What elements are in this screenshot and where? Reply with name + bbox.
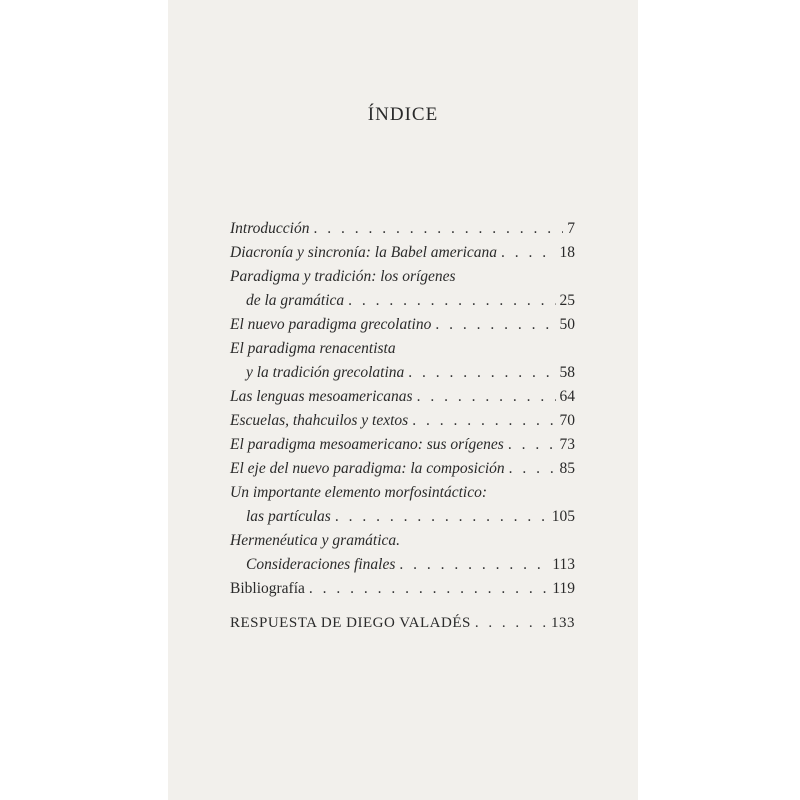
toc-entry-paradigma-renacentista: El paradigma renacentista — [230, 340, 396, 357]
toc-entry-paradigma-mesoamericano: El paradigma mesoamericano: sus orígenes . . . 73 — [230, 436, 575, 454]
toc-entry-tradicion-grecolatina: y la tradición grecolatina . . . 58 — [246, 364, 575, 382]
toc-entry-nuevo-paradigma: El nuevo paradigma grecolatino . . . 50 — [230, 316, 575, 334]
toc-entry-escuelas: Escuelas, thahcuilos y textos . . . 70 — [230, 412, 575, 430]
toc-entry-diacronia: Diacronía y sincronía: la Babel americana . . . 18 — [230, 244, 575, 262]
toc-entry-paradigma-tradicion: Paradigma y tradición: los orígenes — [230, 268, 456, 285]
toc-entry-lenguas: Las lenguas mesoamericanas . . . 64 — [230, 388, 575, 406]
toc-entry-respuesta: RESPUESTA DE DIEGO VALADÉS . . . 133 — [230, 614, 575, 632]
toc-entry-eje: El eje del nuevo paradigma: la composición . . . 85 — [230, 460, 575, 478]
toc-entry-consideraciones: Consideraciones finales . . . 113 — [246, 556, 575, 574]
toc-entry-hermeneutica: Hermenéutica y gramática. — [230, 532, 401, 549]
toc-entry-gramatica: de la gramática . . . 25 — [246, 292, 575, 310]
page-title: ÍNDICE — [367, 104, 439, 125]
toc-entry-particulas: las partículas . . . 105 — [246, 508, 575, 526]
toc-entry-elemento: Un importante elemento morfosintáctico: — [230, 484, 487, 501]
toc-entry-introduccion: Introducción . . . 7 — [230, 220, 575, 238]
toc-entry-bibliografia: Bibliografía . . . 119 — [230, 580, 575, 598]
book-page — [168, 0, 638, 800]
